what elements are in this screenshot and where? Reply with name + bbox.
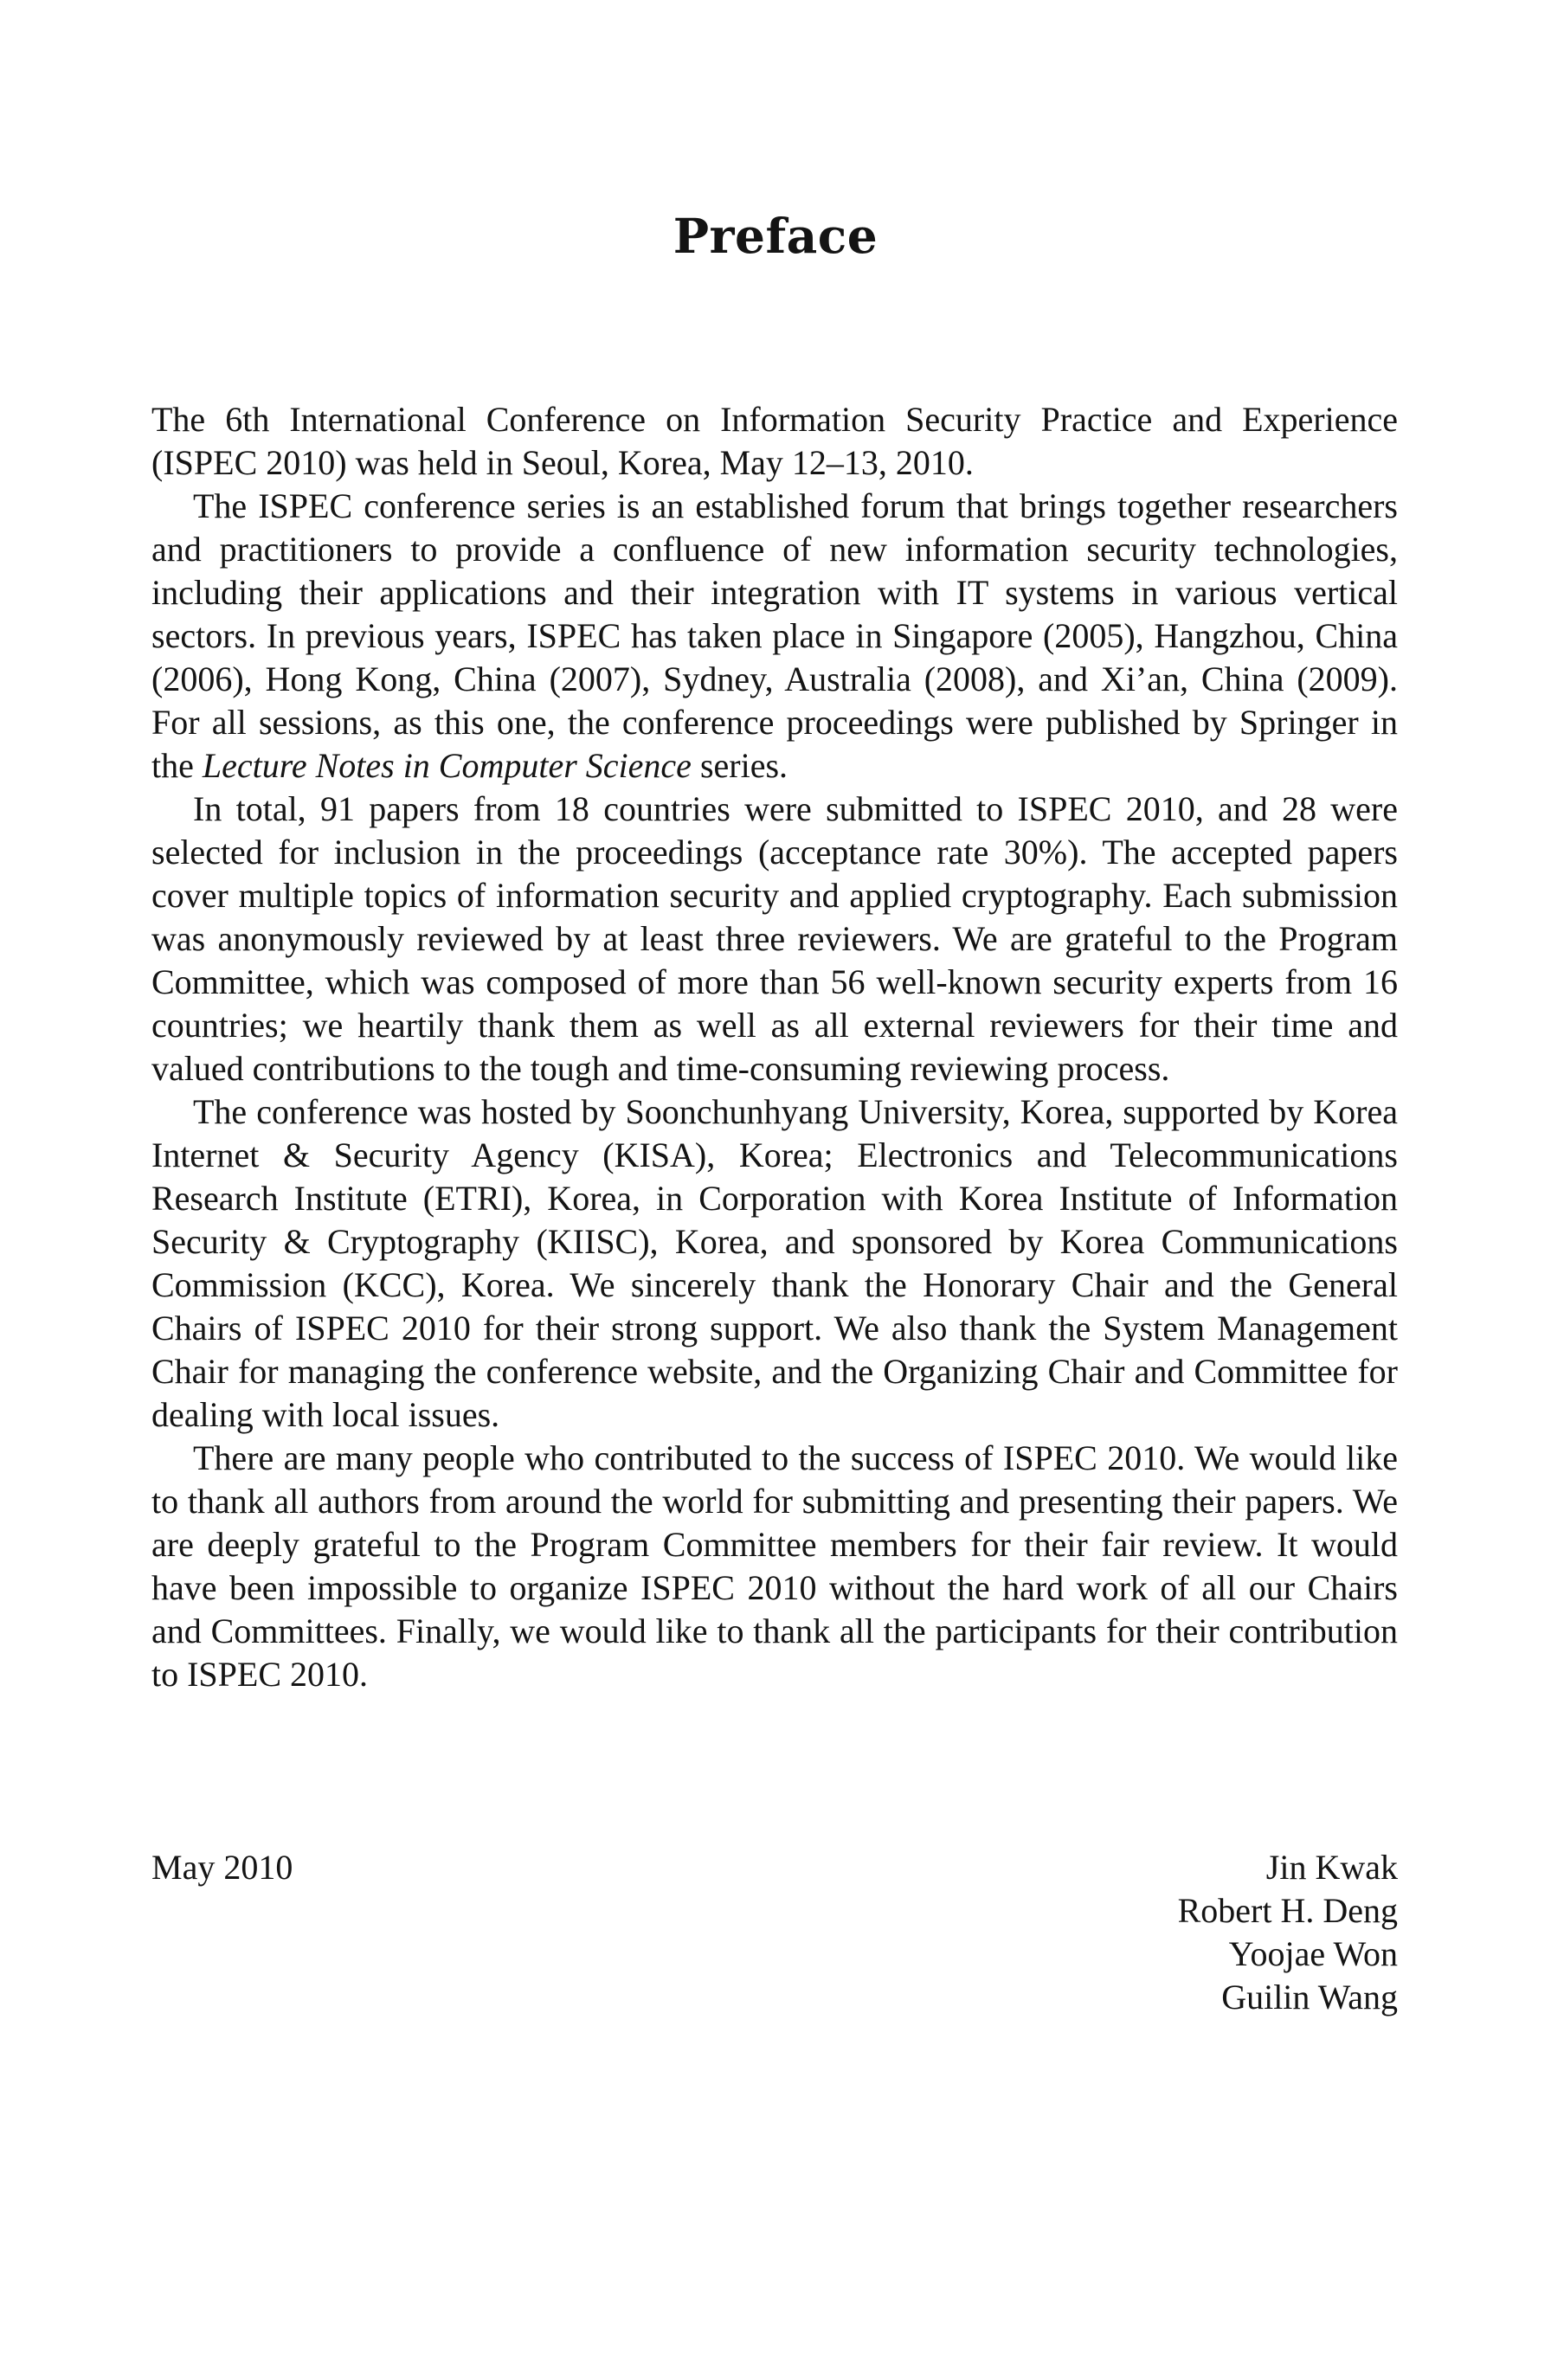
paragraph-text: In total, 91 papers from 18 countries were submitted to ISPEC 2010, and 28 were selected for inclusion in the proceedings (acceptance rate 30%). The accepted papers cover multiple topics of information security and applied cryptography. Each submission was anonymously reviewed by at least three reviewers. We are grateful to the Program Committee, which was composed of more than 56 well-known security experts from 16 countries; we heartily thank them as well as all external reviewers for their time and valued contributions to the tough and time-consuming reviewing process.: [151, 789, 1398, 1088]
paragraph-text: There are many people who contributed to the success of ISPEC 2010. We would like to thank all authors from around the world for submitting and presenting their papers. We are deeply grateful to the Program Committee members for their fair review. It would have been impossible to organize ISPEC 2010 without the hard work of all our Chairs and Committees. Finally, we would like to thank all the participants for their contribution to ISPEC 2010.: [151, 1438, 1398, 1694]
page-title: Preface: [673, 207, 878, 264]
paragraph-hosts: [151, 1090, 1398, 1437]
paragraph-series: [151, 485, 1398, 788]
paragraph-submissions: [151, 788, 1398, 1090]
signatory-name: Yoojae Won: [1228, 1934, 1398, 1973]
paragraph-text: The ISPEC conference series is an established forum that brings together researchers and practitioners to provide a confluence of new information security technologies, including their applications and their integration with IT systems in various vertical sectors. In previous years, ISPEC has taken place in Singapore (2005), Hangzhou, China (2006), Hong Kong, China (2007), Sydney, Australia (2008), and Xi’an, China (2009). For all sessions, as this one, the conference proceedings were published by Springer in the: [151, 486, 1398, 785]
paragraph-text: The 6th International Conference on Information Security Practice and Experience (ISPEC 2010) was held in Seoul, Korea, May 12–13, 2010.: [151, 400, 1398, 482]
paragraph-thanks: [151, 1437, 1398, 1696]
signatory-name: Jin Kwak: [1265, 1848, 1398, 1887]
paragraph-text: The conference was hosted by Soonchunhyang University, Korea, supported by Korea Internet & Security Agency (KISA), Korea; Electronics and Telecommunications Research Institute (ETRI), Korea, in Corporation with Korea Institute of Information Security & Cryptography (KIISC), Korea, and sponsored by Korea Communications Commission (KCC), Korea. We sincerely thank the Honorary Chair and the General Chairs of ISPEC 2010 for their strong support. We also thank the System Management Chair for managing the conference website, and the Organizing Chair and Committee for dealing with local issues.: [151, 1092, 1398, 1434]
preface-date: May 2010: [151, 1848, 293, 1887]
preface-body: [151, 398, 1398, 1696]
signatory-name: Guilin Wang: [1221, 1978, 1398, 2017]
paragraph-text-end: series.: [691, 746, 788, 785]
signatory-list: [1178, 1846, 1398, 2019]
signatory-name: Robert H. Deng: [1177, 1891, 1398, 1930]
paragraph-intro: [151, 398, 1398, 485]
series-title: Lecture Notes in Computer Science: [202, 746, 692, 785]
